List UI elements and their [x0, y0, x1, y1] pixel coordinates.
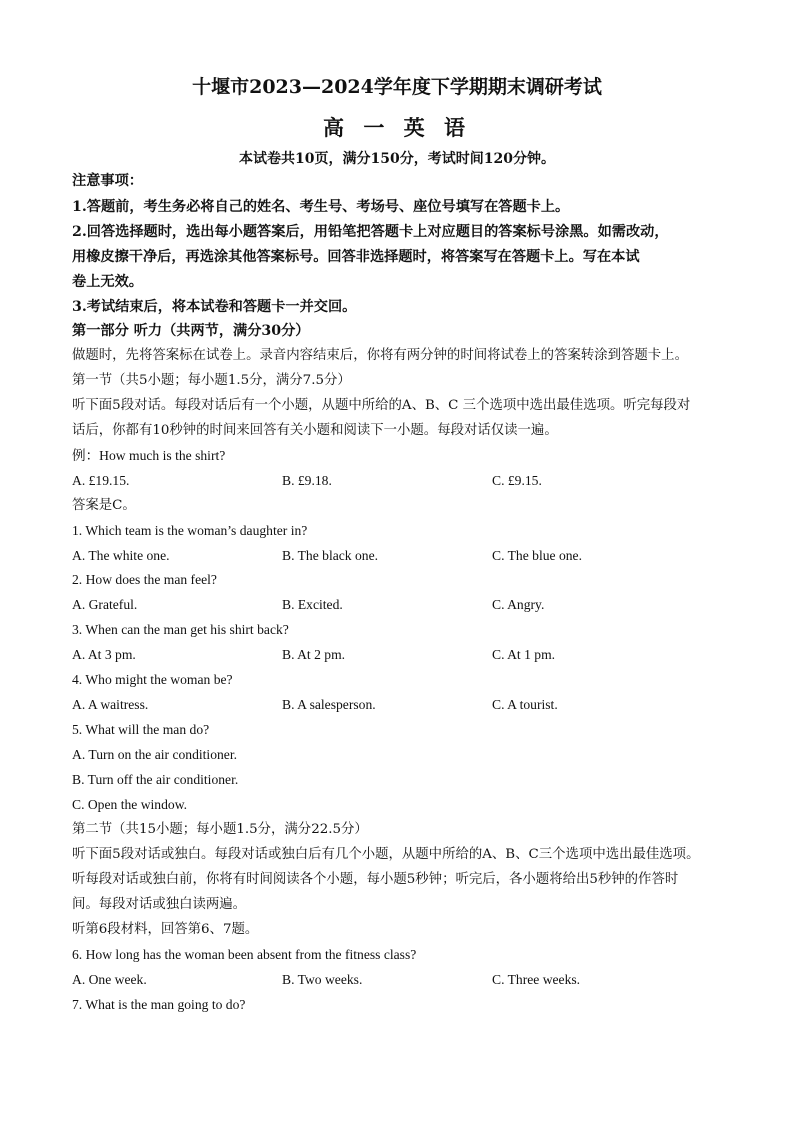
q2-option-a: A. Grateful. [72, 597, 138, 612]
notice-item-3: 3.考试结束后，将本试卷和答题卡一并交回。 [72, 299, 357, 315]
example-option-b: B. £9.18. [282, 473, 332, 488]
example-question: 例：How much is the shirt? [72, 448, 226, 463]
q2-option-c: C. Angry. [492, 597, 545, 612]
example-option-c: C. £9.15. [492, 473, 542, 488]
q5-option-c: C. Open the window. [72, 797, 188, 812]
q6-option-b: B. Two weeks. [282, 972, 363, 987]
question-5: 5. What will the man do? [72, 722, 210, 737]
question-1: 1. Which team is the woman’s daughter in? [72, 523, 308, 538]
q6-option-c: C. Three weeks. [492, 972, 581, 987]
section2-heading: 第二节（共15小题；每小题1.5分，满分22.5分） [72, 822, 368, 837]
part1-instruction: 做题时，先将答案标在试卷上。录音内容结束后，你将有两分钟的时间将试卷上的答案转涂到答题卡上。 [72, 348, 688, 363]
q3-option-a: A. At 3 pm. [72, 647, 136, 662]
question-4: 4. Who might the woman be? [72, 672, 233, 687]
section1-heading: 第一节（共5小题；每小题1.5分，满分7.5分） [72, 373, 351, 388]
notice-heading: 注意事项： [72, 173, 143, 189]
q3-option-b: B. At 2 pm. [282, 647, 346, 662]
section1-instruction-line-1: 听下面5段对话。每段对话后有一个小题，从题中所给的A、B、C 三个选项中选出最佳选项。听完每段对 [72, 398, 691, 413]
q1-option-c: C. The blue one. [492, 548, 582, 563]
question-3: 3. When can the man get his shirt back? [72, 622, 289, 637]
q4-option-c: C. A tourist. [492, 697, 558, 712]
question-6: 6. How long has the woman been absent from the fitness class? [72, 947, 417, 962]
exam-info: 本试卷共10页，满分150分，考试时间120分钟。 [239, 151, 555, 167]
q1-option-b: B. The black one. [282, 548, 379, 563]
q3-option-c: C. At 1 pm. [492, 647, 556, 662]
section2-instruction-line-2: 听每段对话或独白前，你将有时间阅读各个小题，每小题5秒钟；听完后，各小题将给出5秒钟的作答时 [72, 872, 679, 887]
example-option-a: A. £19.15. [72, 473, 130, 488]
section1-instruction-line-2: 话后，你都有10秒钟的时间来回答有关小题和阅读下一小题。每段对话仅读一遍。 [72, 423, 558, 438]
q4-option-b: B. A salesperson. [282, 697, 376, 712]
notice-item-2-line-3: 卷上无效。 [72, 274, 143, 290]
part1-heading: 第一部分 听力（共两节，满分30分） [72, 323, 310, 339]
section2-instruction-line-3: 间。每段对话或独白读两遍。 [72, 897, 247, 912]
example-answer: 答案是C。 [72, 498, 136, 513]
q5-option-b: B. Turn off the air conditioner. [72, 772, 239, 787]
notice-item-1: 1.答题前，考生务必将自己的姓名、考生号、考场号、座位号填写在答题卡上。 [72, 199, 570, 215]
notice-item-2-line-1: 2.回答选择题时，选出每小题答案后，用铅笔把答题卡上对应题目的答案标号涂黑。如需改动， [72, 224, 669, 240]
subject-title: 高 一 英 语 [323, 115, 471, 140]
q4-option-a: A. A waitress. [72, 697, 149, 712]
q5-option-a: A. Turn on the air conditioner. [72, 747, 238, 762]
q2-option-b: B. Excited. [282, 597, 343, 612]
material-6-label: 听第6段材料，回答第6、7题。 [72, 922, 259, 937]
question-2: 2. How does the man feel? [72, 572, 217, 587]
question-7: 7. What is the man going to do? [72, 997, 246, 1012]
section2-instruction-line-1: 听下面5段对话或独白。每段对话或独白后有几个小题，从题中所给的A、B、C三个选项中选出最佳选项。 [72, 847, 700, 862]
exam-title: 十堰市2023—2024学年度下学期期末调研考试 [192, 76, 602, 98]
q1-option-a: A. The white one. [72, 548, 170, 563]
notice-item-2-line-2: 用橡皮擦干净后，再选涂其他答案标号。回答非选择题时，将答案写在答题卡上。写在本试 [72, 249, 640, 265]
q6-option-a: A. One week. [72, 972, 147, 987]
